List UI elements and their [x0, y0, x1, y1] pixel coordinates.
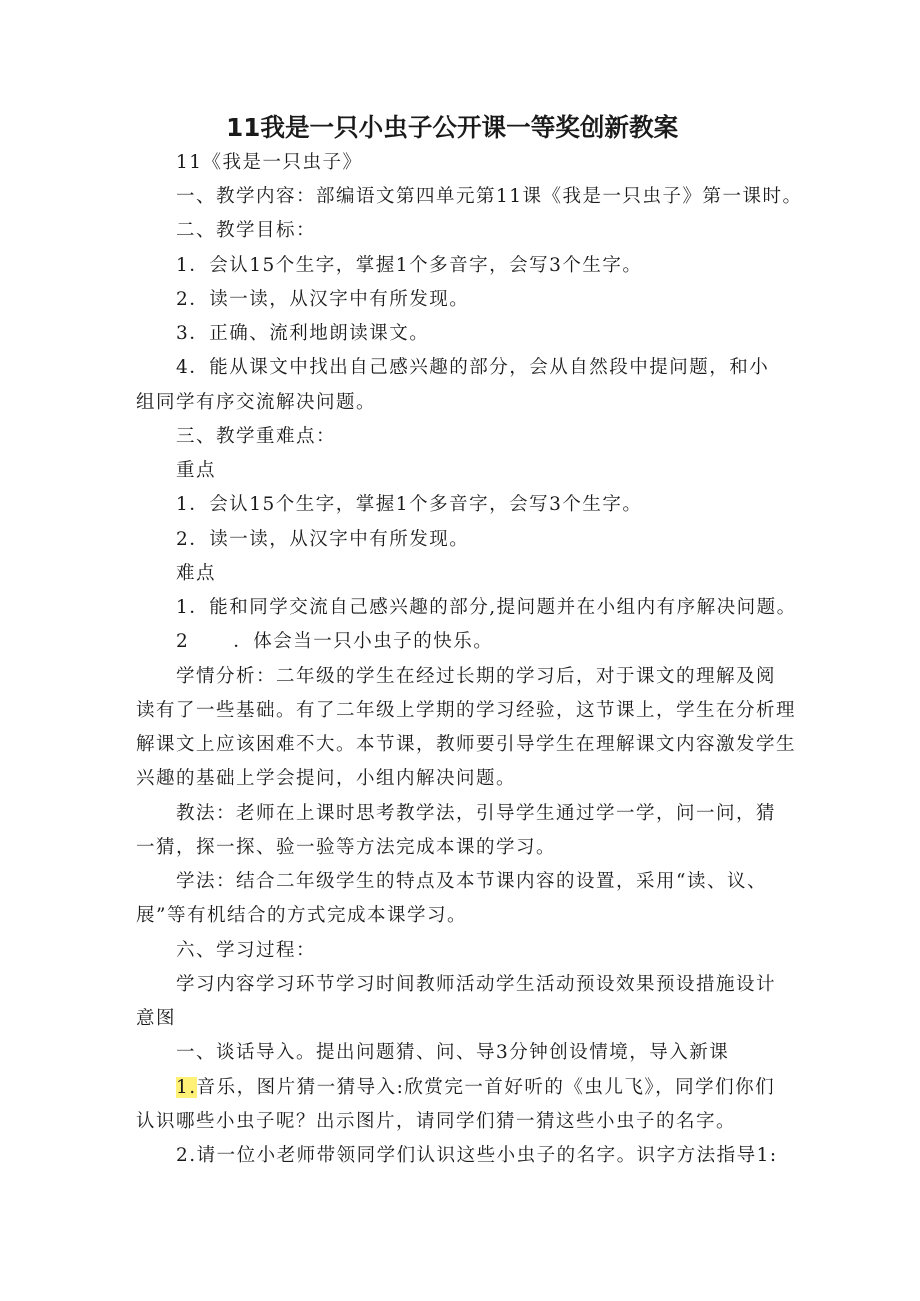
key-item-2: 2．读一读，从汉字中有所发现。 [176, 529, 470, 550]
difficult-item-2-text: ．体会当一只小虫子的快乐。 [233, 631, 494, 652]
section-heading-goals: 二、教学目标： [176, 220, 317, 241]
difficult-item-2 [176, 629, 493, 655]
subheading-key: 重点 [176, 460, 217, 481]
step-intro-item-1-text: 音乐，图片猜一猜导入:欣赏完一首好听的《虫儿飞》，同学们你们 [196, 1077, 776, 1098]
subheading-difficult: 难点 [176, 563, 217, 584]
goal-item-1: 1．会认15个生字，掌握1个多音字，会写3个生字。 [176, 255, 643, 276]
lesson-heading: 11《我是一只虫子》 [176, 152, 363, 173]
teaching-content: 一、教学内容：部编语文第四单元第11课《我是一只虫子》第一课时。 [176, 186, 803, 207]
section-heading-process: 六、学习过程： [176, 940, 317, 961]
step-intro-item-2: 2.请一位小老师带领同学们认识这些小虫子的名字。识字方法指导1: [176, 1145, 778, 1166]
step-intro-item-1-continued: 认识哪些小虫子呢？出示图片，请同学们猜一猜这些小虫子的名字。 [136, 1111, 737, 1132]
difficult-item-1: 1．能和同学交流自己感兴趣的部分,提问题并在小组内有序解决问题。 [176, 597, 797, 618]
goal-item-3: 3．正确、流利地朗读课文。 [176, 323, 430, 344]
goal-item-4: 4．能从课文中找出自己感兴趣的部分，会从自然段中提问题，和小 [176, 357, 770, 378]
process-table-header-continued: 意图 [136, 1008, 177, 1029]
learner-analysis-line-2: 读有了一些基础。有了二年级上学期的学习经验，这节课上，学生在分析理 [136, 700, 797, 721]
learner-analysis-line-3: 解课文上应该困难不大。本节课，教师要引导学生在理解课文内容激发学生 [136, 734, 797, 755]
difficult-item-2-number: 2 [176, 631, 190, 652]
document-title: 11我是一只小虫子公开课一等奖创新教案 [226, 113, 679, 142]
teaching-method: 教法：老师在上课时思考教学法，引导学生通过学一学，问一问，猜 [176, 803, 777, 824]
goal-item-2: 2．读一读，从汉字中有所发现。 [176, 289, 470, 310]
learning-method-line-2: 展”等有机结合的方式完成本课学习。 [136, 905, 467, 926]
learner-analysis: 学情分析：二年级的学生在经过长期的学习后，对于课文的理解及阅 [176, 666, 777, 687]
highlighted-number: 1. [176, 1077, 197, 1098]
key-item-1: 1．会认15个生字，掌握1个多音字，会写3个生字。 [176, 494, 643, 515]
step-intro: 一、谈话导入。提出问题猜、问、导3分钟创设情境，导入新课 [176, 1042, 730, 1063]
learner-analysis-line-4: 兴趣的基础上学会提问，小组内解决问题。 [136, 768, 517, 789]
process-table-header: 学习内容学习环节学习时间教师活动学生活动预设效果预设措施设计 [176, 974, 777, 995]
learning-method: 学法：结合二年级学生的特点及本节课内容的设置，采用“读、议、 [176, 871, 767, 892]
goal-item-4-continued: 组同学有序交流解决问题。 [136, 392, 377, 413]
section-heading-key-points: 三、教学重难点： [176, 426, 337, 447]
step-intro-item-1 [176, 1075, 775, 1101]
teaching-method-line-2: 一猜，探一探、验一验等方法完成本课的学习。 [136, 837, 557, 858]
